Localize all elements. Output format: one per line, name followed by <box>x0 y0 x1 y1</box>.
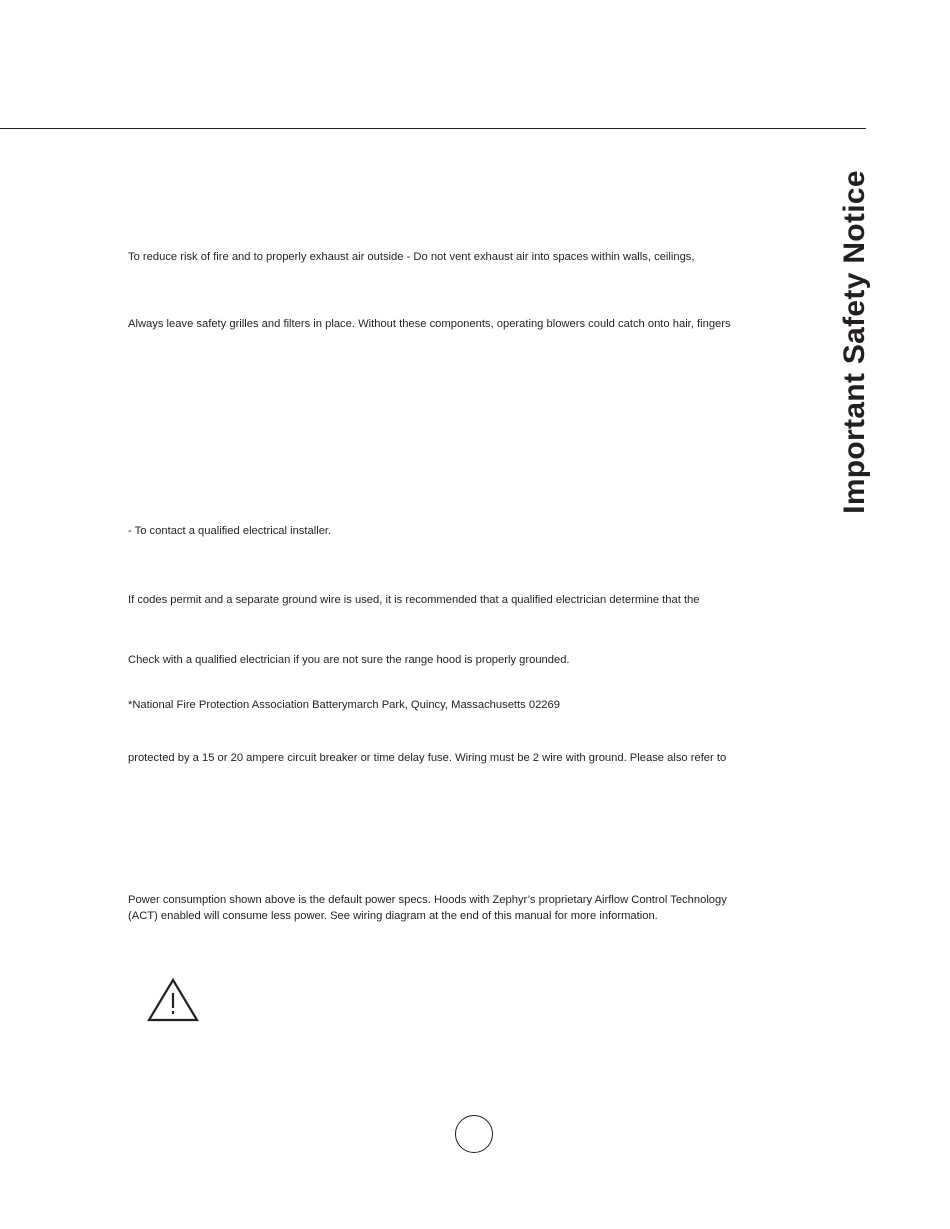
power-consumption-line-1: Power consumption shown above is the default power specs. Hoods with Zephyr’s proprietary Airflow Control Technology <box>128 894 727 906</box>
warning-triangle-icon <box>147 978 199 1022</box>
grilles-warning-text: Always leave safety grilles and filters in place. Without these components, operating blowers could catch onto hair, fingers <box>128 318 731 330</box>
power-consumption-line-2: (ACT) enabled will consume less power. See wiring diagram at the end of this manual for more information. <box>128 910 658 922</box>
ground-wire-text: If codes permit and a separate ground wire is used, it is recommended that a qualified electrician determine that the <box>128 594 700 606</box>
page-number-circle <box>455 1115 493 1153</box>
header-divider <box>0 128 866 129</box>
nfpa-footnote: *National Fire Protection Association Batterymarch Park, Quincy, Massachusetts 02269 <box>128 699 560 711</box>
contact-installer-text: - To contact a qualified electrical installer. <box>128 525 332 537</box>
check-ground-text: Check with a qualified electrician if you are not sure the range hood is properly grounded. <box>128 654 570 666</box>
venting-warning-text: To reduce risk of fire and to properly exhaust air outside - Do not vent exhaust air into spaces within walls, ceilings, <box>128 251 695 263</box>
section-title: Important Safety Notice <box>838 170 871 514</box>
circuit-breaker-text: protected by a 15 or 20 ampere circuit breaker or time delay fuse. Wiring must be 2 wire with ground. Please also refer to <box>128 752 727 764</box>
